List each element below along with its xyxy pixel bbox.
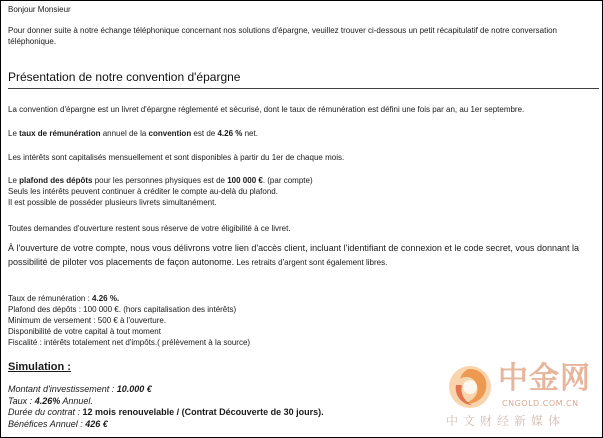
sim-duration [8, 407, 324, 419]
ceiling-line-1 [8, 175, 593, 186]
bold-rate-term: taux de rémunération [19, 129, 101, 138]
simulation-block [8, 384, 324, 430]
sim-rate-label: Taux : [8, 395, 35, 406]
sim-investment [8, 384, 324, 396]
greeting: Bonjour Monsieur [8, 5, 71, 14]
summary-minimum: Minimum de versement : 500 € à l'ouverture. [8, 316, 167, 325]
sim-rate-suffix: Annuel. [60, 395, 93, 406]
paragraph-definition: La convention d'épargne est un livret d'épargne réglementé et sécurisé, dont le taux de rémunération est défini une fois par an, au 1er septembre. [8, 105, 525, 114]
summary-availability: Disponibilité de votre capital à tout moment [8, 327, 161, 336]
text: pour les personnes physiques est de [92, 176, 228, 185]
text: net. [242, 129, 258, 138]
text: annuel de la [100, 129, 149, 138]
bold-convention: convention [148, 129, 192, 138]
summary-list [8, 293, 250, 348]
text: Le [8, 129, 20, 138]
text: Le [8, 176, 20, 185]
watermark-brand: 中金网 [498, 361, 591, 396]
sim-investment-label: Montant d'investissement : [8, 384, 117, 394]
paragraph-interest: Les intérêts sont capitalisés mensuellement et sont disponibles à partir du 1er de chaque mois. [8, 153, 345, 162]
sim-rate-value: 4.26% [34, 395, 61, 406]
text: est de [191, 129, 218, 138]
ceiling-line-3: Il est possible de posséder plusieurs livrets simultanément. [8, 198, 217, 207]
sim-rate [8, 396, 324, 408]
summary-tax: Fiscalité : intérêts totalement net d'impôts.( prélèvement à la source) [8, 338, 251, 347]
watermark-logo-icon [446, 363, 494, 411]
sim-investment-value: 10.000 € [116, 384, 152, 394]
watermark-domain: CNGOLD.COM.CN [502, 399, 579, 408]
simulation-title: Simulation : [8, 361, 71, 373]
paragraph-ceiling [8, 175, 593, 208]
sim-profit-value: 426 € [85, 418, 108, 429]
sim-duration-label: Durée du contrat : [8, 407, 83, 417]
intro-paragraph: Pour donner suite à notre échange téléphonique concernant nos solutions d'épargne, veuillez trouver ci-dessous un petit récapitulatif de notre conversation téléphonique. [8, 26, 557, 46]
sim-duration-value: 12 mois renouvelable / (Contrat Découverte de 30 jours). [82, 407, 324, 417]
bold-rate-value: 4.26 % [217, 129, 243, 138]
access-withdrawal-text: Les retraits d'argent sont également libres. [234, 258, 388, 267]
summary-ceiling: Plafond des dépôts : 100 000 €. (hors capitalisation des intérêts) [8, 305, 237, 314]
sim-profit-label: Bénéfices Annuel : [8, 418, 86, 429]
summary-rate-value: 4.26 %. [92, 294, 120, 303]
watermark-slogan: 中文财经新媒体 [446, 414, 566, 428]
access-main-text: À l'ouverture de votre compte, nous vous délivrons votre lien d'accès client, incluant l'identifiant de connexion et le code secret, vous donnant la possibilité de piloter vos placements de façon autonome. [8, 243, 579, 267]
summary-rate [8, 293, 250, 304]
bold-ceiling-value: 100 000 € [227, 176, 263, 185]
section-title: Présentation de notre convention d'épargne [8, 70, 241, 84]
paragraph-rate [8, 128, 258, 139]
paragraph-eligibility: Toutes demandes d'ouverture restent sous réserve de votre éligibilité à ce livret. [8, 224, 291, 233]
watermark [446, 361, 596, 433]
sim-profit [8, 419, 324, 431]
bold-ceiling-term: plafond des dépôts [19, 176, 93, 185]
ceiling-line-2: Seuls les intérêts peuvent continuer à créditer le compte au-delà du plafond. [8, 187, 278, 196]
section-divider [8, 88, 599, 89]
summary-rate-label: Taux de rémunération : [8, 294, 93, 303]
text: . (par compte) [262, 176, 313, 185]
paragraph-access [8, 241, 593, 269]
